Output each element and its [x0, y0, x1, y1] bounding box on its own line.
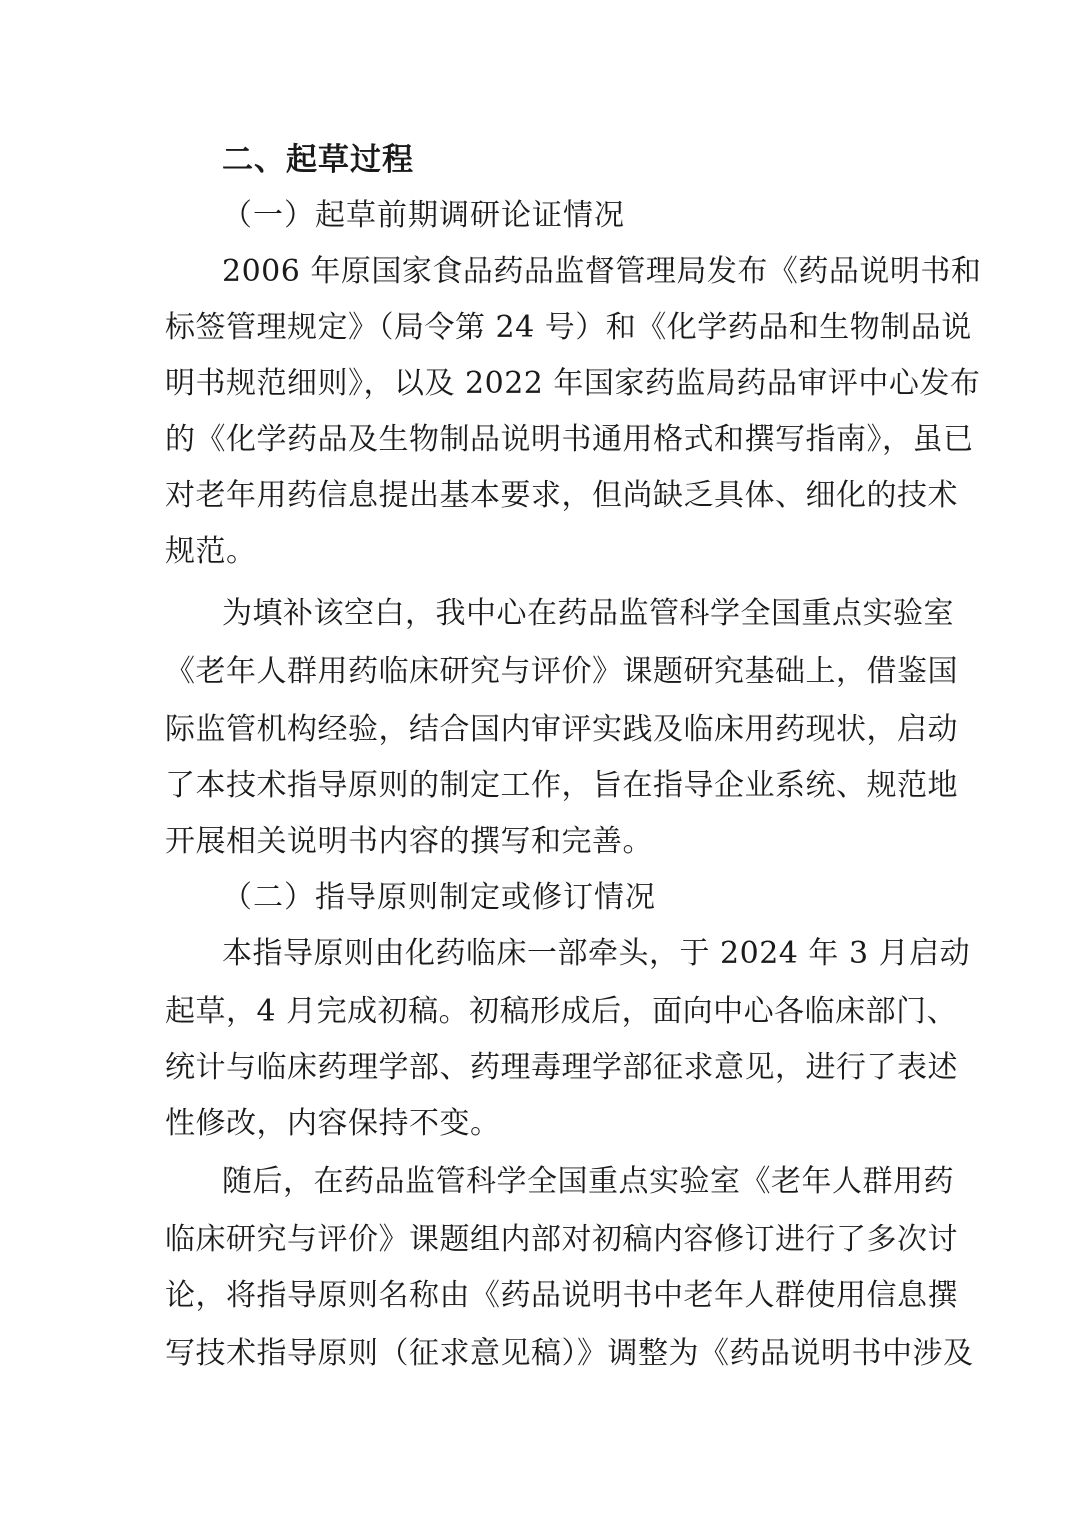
paragraph-2-line-5: 开展相关说明书内容的撰写和完善。 [165, 824, 653, 859]
paragraph-4-line-4: 写技术指导原则（征求意见稿）》调整为《药品说明书中涉及 [165, 1336, 974, 1371]
section-heading: 二、起草过程 [222, 142, 414, 178]
subsection-heading-2: （二）指导原则制定或修订情况 [222, 880, 656, 915]
paragraph-2-line-3: 际监管机构经验，结合国内审评实践及临床用药现状，启动 [165, 712, 958, 747]
paragraph-2-line-4: 了本技术指导原则的制定工作，旨在指导企业系统、规范地 [165, 768, 958, 803]
paragraph-2-line-2: 《老年人群用药临床研究与评价》课题研究基础上，借鉴国 [165, 654, 958, 689]
subsection-heading-1: （一）起草前期调研论证情况 [222, 198, 625, 233]
paragraph-1-line-3: 明书规范细则》，以及 2022 年国家药监局药品审评中心发布 [165, 366, 981, 401]
paragraph-2-line-1: 为填补该空白，我中心在药品监管科学全国重点实验室 [222, 596, 954, 631]
paragraph-1-line-4: 的《化学药品及生物制品说明书通用格式和撰写指南》，虽已 [165, 422, 974, 457]
paragraph-4-line-2: 临床研究与评价》课题组内部对初稿内容修订进行了多次讨 [165, 1222, 958, 1257]
paragraph-3-line-2: 起草，4 月完成初稿。初稿形成后，面向中心各临床部门、 [165, 994, 958, 1029]
paragraph-1-line-1: 2006 年原国家食品药品监督管理局发布《药品说明书和 [222, 254, 982, 289]
paragraph-1-line-5: 对老年用药信息提出基本要求，但尚缺乏具体、细化的技术 [165, 478, 958, 513]
paragraph-3-line-4: 性修改，内容保持不变。 [165, 1106, 501, 1141]
paragraph-1-line-6: 规范。 [165, 534, 257, 569]
paragraph-1-line-2: 标签管理规定》（局令第 24 号）和《化学药品和生物制品说 [165, 310, 972, 345]
paragraph-3-line-3: 统计与临床药理学部、药理毒理学部征求意见，进行了表述 [165, 1050, 958, 1085]
paragraph-4-line-1: 随后，在药品监管科学全国重点实验室《老年人群用药 [222, 1164, 954, 1199]
paragraph-4-line-3: 论，将指导原则名称由《药品说明书中老年人群使用信息撰 [165, 1278, 958, 1313]
paragraph-3-line-1: 本指导原则由化药临床一部牵头，于 2024 年 3 月启动 [222, 936, 971, 971]
